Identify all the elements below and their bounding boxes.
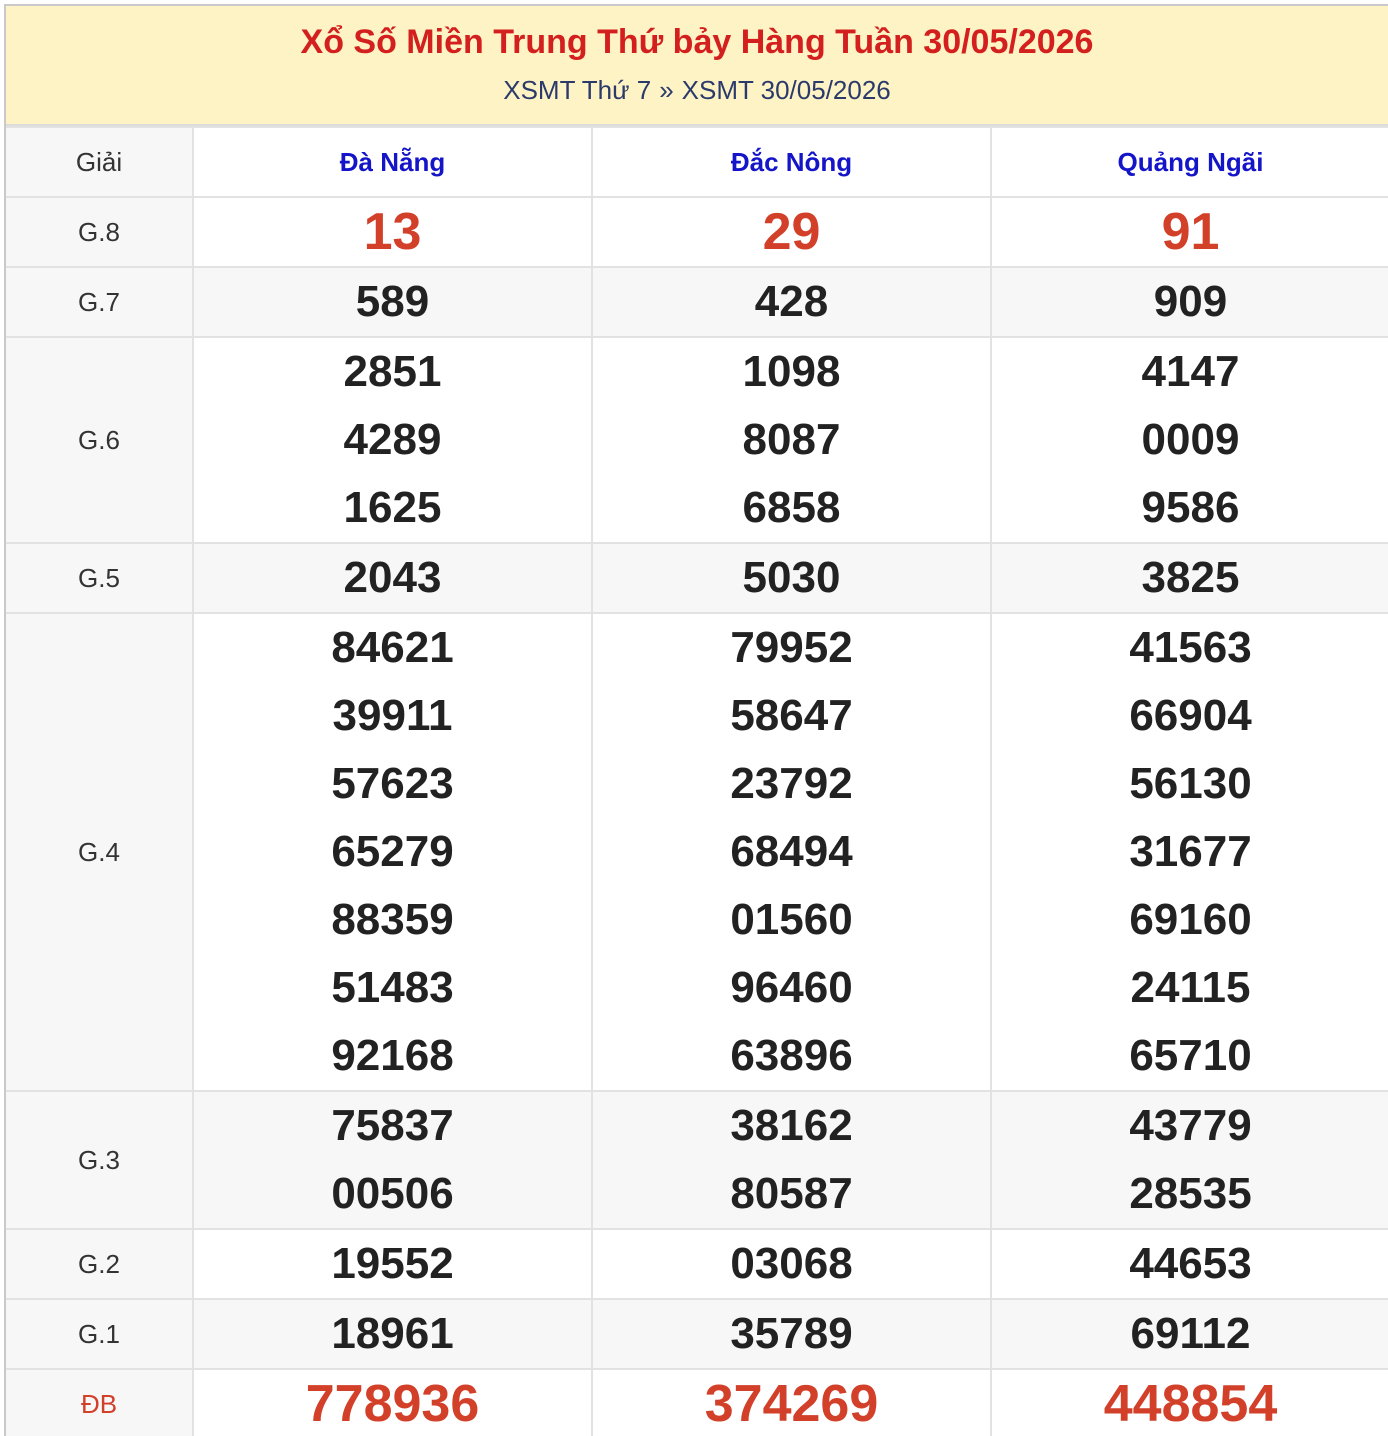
result-number: 18961 <box>331 1309 454 1358</box>
result-number: 65279 <box>331 827 454 876</box>
table-row-g6 <box>6 337 1388 543</box>
result-cell-da-nang <box>193 1091 592 1229</box>
result-cell-quang-ngai <box>991 543 1388 613</box>
result-number: 13 <box>363 203 422 261</box>
result-number: 75837 <box>331 1101 454 1150</box>
result-cell-da-nang <box>193 1229 592 1299</box>
results-panel <box>4 4 1388 1436</box>
result-number: 2043 <box>343 553 442 602</box>
table-row-g2 <box>6 1229 1388 1299</box>
result-number: 44653 <box>1129 1239 1252 1288</box>
result-cell-quang-ngai <box>991 197 1388 267</box>
result-number: 69160 <box>1129 895 1252 944</box>
breadcrumb-separator: » <box>659 75 674 105</box>
prize-label: G.1 <box>6 1299 193 1369</box>
result-cell-dac-nong <box>592 337 991 543</box>
result-number: 374269 <box>704 1375 879 1433</box>
result-cell-da-nang <box>193 267 592 337</box>
result-number: 24115 <box>1130 963 1251 1012</box>
result-cell-dac-nong <box>592 1369 991 1436</box>
result-number: 4289 <box>343 415 442 464</box>
result-number: 38162 <box>730 1101 853 1150</box>
results-header <box>6 6 1388 126</box>
prize-label: G.3 <box>6 1091 193 1229</box>
prize-label: G.6 <box>6 337 193 543</box>
result-cell-dac-nong <box>592 613 991 1091</box>
breadcrumb-link-date[interactable]: XSMT 30/05/2026 <box>681 75 891 105</box>
result-number: 79952 <box>730 623 853 672</box>
result-number: 4147 <box>1141 347 1240 396</box>
result-number: 8087 <box>742 415 841 464</box>
province-header-quang-ngai[interactable]: Quảng Ngãi <box>991 127 1388 197</box>
result-number: 00506 <box>331 1169 454 1218</box>
prize-label: G.5 <box>6 543 193 613</box>
result-number: 35789 <box>730 1309 853 1358</box>
result-cell-da-nang <box>193 197 592 267</box>
result-number: 1098 <box>742 347 841 396</box>
result-cell-quang-ngai <box>991 1229 1388 1299</box>
province-header-dac-nong[interactable]: Đắc Nông <box>592 127 991 197</box>
result-number: 778936 <box>305 1375 480 1433</box>
result-number: 65710 <box>1129 1031 1252 1080</box>
prize-label: G.2 <box>6 1229 193 1299</box>
result-number: 29 <box>762 203 821 261</box>
result-cell-da-nang <box>193 1369 592 1436</box>
table-row-g1 <box>6 1299 1388 1369</box>
result-number: 41563 <box>1129 623 1252 672</box>
result-number: 66904 <box>1129 691 1252 740</box>
result-cell-dac-nong <box>592 197 991 267</box>
result-number: 589 <box>355 277 430 326</box>
result-number: 68494 <box>730 827 853 876</box>
result-number: 1625 <box>343 483 442 532</box>
result-number: 19552 <box>331 1239 454 1288</box>
result-number: 43779 <box>1129 1101 1252 1150</box>
table-row-g3 <box>6 1091 1388 1229</box>
result-cell-dac-nong <box>592 543 991 613</box>
result-cell-quang-ngai <box>991 1369 1388 1436</box>
table-row-g5 <box>6 543 1388 613</box>
table-header-row <box>6 127 1388 197</box>
result-cell-dac-nong <box>592 1229 991 1299</box>
result-number: 96460 <box>730 963 853 1012</box>
breadcrumb-link-weekday[interactable]: XSMT Thứ 7 <box>503 75 652 105</box>
result-number: 51483 <box>331 963 454 1012</box>
result-number: 69112 <box>1130 1309 1251 1358</box>
result-cell-quang-ngai <box>991 1091 1388 1229</box>
result-number: 909 <box>1153 277 1228 326</box>
result-number: 0009 <box>1141 415 1240 464</box>
breadcrumb <box>6 72 1388 108</box>
result-number: 91 <box>1161 203 1220 261</box>
result-number: 92168 <box>331 1031 454 1080</box>
result-number: 57623 <box>331 759 454 808</box>
result-cell-da-nang <box>193 613 592 1091</box>
result-number: 58647 <box>730 691 853 740</box>
result-cell-quang-ngai <box>991 337 1388 543</box>
result-number: 03068 <box>730 1239 853 1288</box>
table-row-g4 <box>6 613 1388 1091</box>
result-number: 63896 <box>730 1031 853 1080</box>
result-number: 428 <box>754 277 829 326</box>
results-table <box>6 126 1388 1436</box>
result-cell-dac-nong <box>592 1091 991 1229</box>
result-cell-dac-nong <box>592 1299 991 1369</box>
result-cell-dac-nong <box>592 267 991 337</box>
result-number: 84621 <box>331 623 454 672</box>
result-number: 56130 <box>1129 759 1252 808</box>
result-number: 01560 <box>730 895 853 944</box>
page-title: Xổ Số Miền Trung Thứ bảy Hàng Tuần 30/05/2026 <box>300 23 1094 61</box>
result-cell-da-nang <box>193 337 592 543</box>
result-cell-quang-ngai <box>991 613 1388 1091</box>
result-cell-da-nang <box>193 543 592 613</box>
result-number: 6858 <box>742 483 841 532</box>
result-cell-quang-ngai <box>991 267 1388 337</box>
table-row-g8 <box>6 197 1388 267</box>
result-number: 31677 <box>1129 827 1252 876</box>
result-number: 28535 <box>1129 1169 1252 1218</box>
result-number: 9586 <box>1141 483 1240 532</box>
province-header-da-nang[interactable]: Đà Nẵng <box>193 127 592 197</box>
result-number: 23792 <box>730 759 853 808</box>
result-number: 88359 <box>331 895 454 944</box>
prize-label: G.8 <box>6 197 193 267</box>
result-number: 80587 <box>730 1169 853 1218</box>
table-row-special <box>6 1369 1388 1436</box>
result-cell-quang-ngai <box>991 1299 1388 1369</box>
result-number: 5030 <box>742 553 841 602</box>
prize-label: G.4 <box>6 613 193 1091</box>
result-number: 448854 <box>1103 1375 1278 1433</box>
result-number: 3825 <box>1141 553 1240 602</box>
prize-label: G.7 <box>6 267 193 337</box>
result-cell-da-nang <box>193 1299 592 1369</box>
prize-column-header: Giải <box>6 127 193 197</box>
prize-label: ĐB <box>6 1369 193 1436</box>
result-number: 2851 <box>343 347 442 396</box>
result-number: 39911 <box>332 691 453 740</box>
table-row-g7 <box>6 267 1388 337</box>
